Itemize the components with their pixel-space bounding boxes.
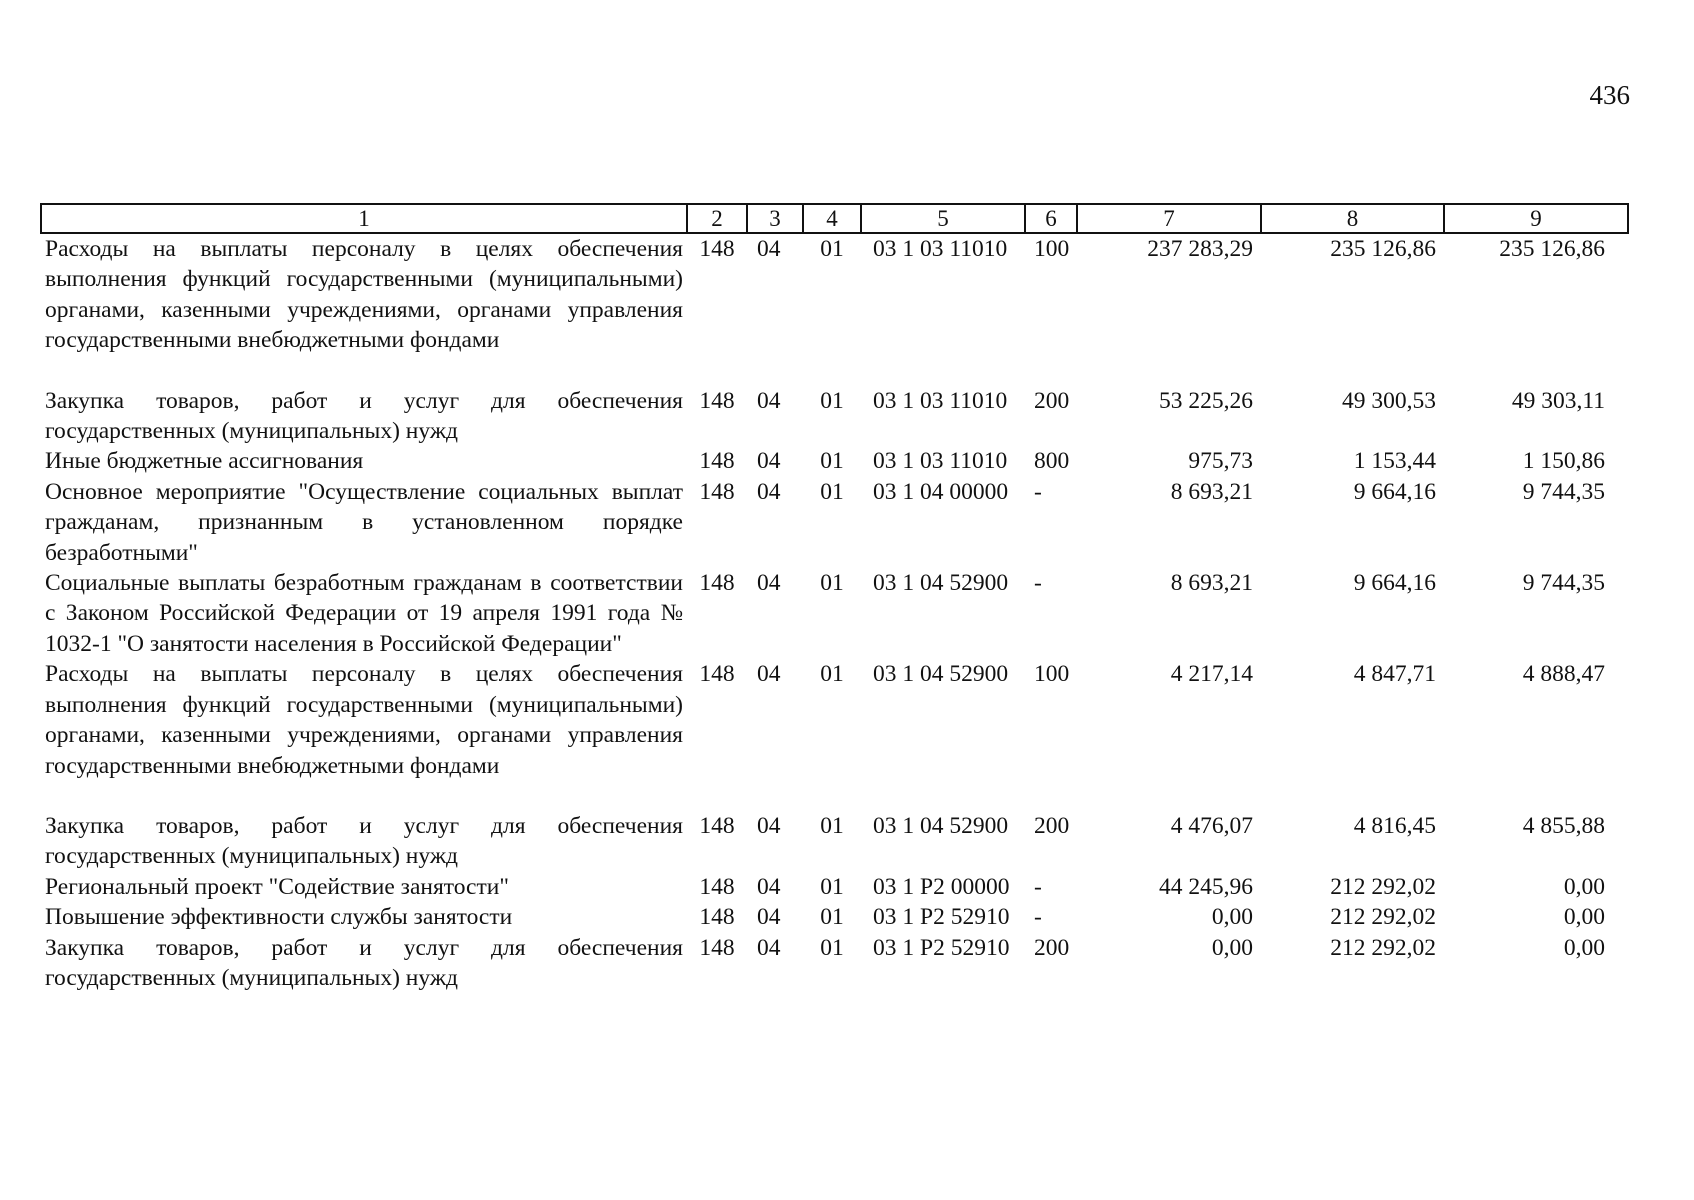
column-header-4: 4 [803, 204, 861, 233]
table-body [41, 233, 1628, 993]
row-subsection-code: 01 [820, 661, 844, 688]
row-amount-col8: 49 300,53 [1342, 387, 1436, 414]
row-amount-col8: 235 126,86 [1330, 236, 1436, 262]
row-subsection-code: 01 [820, 934, 844, 961]
row-amount-col9: 49 303,11 [1511, 387, 1605, 414]
column-header-9: 9 [1444, 204, 1628, 233]
row-description: Социальные выплаты безработным гражданам в соответствии с Законом Российской Федерации от 19 апреля 1991 года № 1032-1 "О занятости населения в Российской Федерации" [45, 570, 683, 657]
row-target-article: 03 1 P2 52910 [873, 904, 1010, 931]
row-subsection-code: 01 [820, 478, 844, 505]
column-header-1: 1 [41, 204, 687, 233]
row-expense-kind: 200 [1034, 812, 1070, 839]
column-header-8: 8 [1261, 204, 1444, 233]
column-header-3: 3 [747, 204, 803, 233]
row-amount-col7: 4 476,07 [1170, 812, 1253, 839]
column-header-5: 5 [861, 204, 1025, 233]
row-expense-kind: - [1034, 904, 1042, 931]
row-target-article: 03 1 04 52900 [873, 570, 1009, 597]
row-amount-col9: 0,00 [1563, 873, 1605, 900]
row-target-article: 03 1 P2 00000 [873, 873, 1010, 900]
row-amount-col8: 1 153,44 [1353, 448, 1436, 475]
row-ministry-code: 148 [699, 934, 735, 961]
row-amount-col7: 8 693,21 [1170, 478, 1253, 505]
row-amount-col9: 4 888,47 [1522, 661, 1605, 688]
budget-table [40, 203, 1629, 993]
row-amount-col9: 0,00 [1563, 934, 1605, 961]
row-subsection-code: 01 [820, 904, 844, 931]
row-expense-kind: - [1034, 478, 1042, 505]
row-description: Повышение эффективности службы занятости [45, 904, 513, 931]
row-subsection-code: 01 [820, 812, 844, 839]
row-subsection-code: 01 [820, 236, 844, 262]
blank-cell [41, 356, 1628, 386]
row-expense-kind: - [1034, 570, 1042, 597]
row-amount-col8: 212 292,02 [1330, 934, 1436, 961]
row-ministry-code: 148 [699, 387, 735, 414]
row-amount-col8: 4 847,71 [1353, 661, 1436, 688]
row-amount-col7: 0,00 [1211, 904, 1253, 931]
table-row [41, 811, 1628, 872]
row-amount-col9: 4 855,88 [1522, 812, 1605, 839]
row-description: Иные бюджетные ассигнования [45, 448, 364, 475]
row-expense-kind: 200 [1034, 934, 1070, 961]
table-row [41, 233, 1628, 356]
row-ministry-code: 148 [699, 661, 735, 688]
blank-line [41, 356, 1628, 386]
column-header-6: 6 [1025, 204, 1077, 233]
column-header-7: 7 [1077, 204, 1261, 233]
row-ministry-code: 148 [699, 570, 735, 597]
row-amount-col7: 0,00 [1211, 934, 1253, 961]
row-ministry-code: 148 [699, 904, 735, 931]
row-target-article: 03 1 04 52900 [873, 812, 1009, 839]
row-description: Расходы на выплаты персоналу в целях обеспечения выполнения функций государственными (муниципальными) органами, казенными учреждениями, органами управления государственными внебюджетными фондами [45, 661, 683, 779]
row-amount-col9: 0,00 [1563, 904, 1605, 931]
row-section-code: 04 [757, 478, 781, 505]
row-description: Закупка товаров, работ и услуг для обеспечения государственных (муниципальных) нужд [45, 812, 683, 870]
row-section-code: 04 [757, 448, 781, 475]
row-ministry-code: 148 [699, 236, 735, 262]
row-amount-col9: 235 126,86 [1499, 236, 1605, 262]
table-row [41, 659, 1628, 781]
row-amount-col8: 9 664,16 [1353, 570, 1436, 597]
row-amount-col7: 53 225,26 [1159, 387, 1253, 414]
table-row [41, 872, 1628, 902]
row-amount-col7: 44 245,96 [1159, 873, 1253, 900]
row-target-article: 03 1 03 11010 [873, 448, 1008, 475]
row-target-article: 03 1 04 52900 [873, 661, 1009, 688]
row-amount-col7: 975,73 [1188, 448, 1253, 475]
row-subsection-code: 01 [820, 873, 844, 900]
row-expense-kind: 100 [1034, 236, 1070, 262]
blank-line [41, 781, 1628, 811]
row-amount-col9: 9 744,35 [1522, 478, 1605, 505]
budget-table-wrapper [40, 203, 1627, 993]
row-amount-col9: 1 150,86 [1522, 448, 1605, 475]
row-expense-kind: 100 [1034, 661, 1070, 688]
row-ministry-code: 148 [699, 812, 735, 839]
row-amount-col7: 237 283,29 [1147, 236, 1253, 262]
table-row [41, 933, 1628, 994]
row-amount-col8: 4 816,45 [1353, 812, 1436, 839]
row-description: Региональный проект "Содействие занятости" [45, 873, 509, 900]
row-section-code: 04 [757, 387, 781, 414]
row-expense-kind: 200 [1034, 387, 1070, 414]
row-section-code: 04 [757, 873, 781, 900]
row-section-code: 04 [757, 934, 781, 961]
row-subsection-code: 01 [820, 448, 844, 475]
row-subsection-code: 01 [820, 570, 844, 597]
row-target-article: 03 1 03 11010 [873, 236, 1008, 262]
row-amount-col8: 212 292,02 [1330, 873, 1436, 900]
row-expense-kind: - [1034, 873, 1042, 900]
row-ministry-code: 148 [699, 448, 735, 475]
row-subsection-code: 01 [820, 387, 844, 414]
table-row [41, 477, 1628, 568]
table-row [41, 446, 1628, 476]
row-amount-col9: 9 744,35 [1522, 570, 1605, 597]
row-section-code: 04 [757, 570, 781, 597]
row-section-code: 04 [757, 236, 781, 262]
row-description: Расходы на выплаты персоналу в целях обеспечения выполнения функций государственными (муниципальными) органами, казенными учреждениями, органами управления государственными внебюджетными фондами [45, 236, 683, 354]
table-header [41, 204, 1628, 233]
row-amount-col7: 4 217,14 [1170, 661, 1253, 688]
row-target-article: 03 1 04 00000 [873, 478, 1009, 505]
column-header-2: 2 [687, 204, 747, 233]
row-description: Основное мероприятие "Осуществление социальных выплат гражданам, признанным в установленном порядке безработными" [45, 478, 683, 566]
column-number-row [41, 204, 1628, 233]
blank-cell [41, 781, 1628, 811]
row-amount-col8: 9 664,16 [1353, 478, 1436, 505]
row-amount-col7: 8 693,21 [1170, 570, 1253, 597]
row-ministry-code: 148 [699, 478, 735, 505]
row-section-code: 04 [757, 661, 781, 688]
table-row [41, 568, 1628, 659]
row-ministry-code: 148 [699, 873, 735, 900]
row-target-article: 03 1 P2 52910 [873, 934, 1010, 961]
row-section-code: 04 [757, 904, 781, 931]
row-target-article: 03 1 03 11010 [873, 387, 1008, 414]
table-row [41, 902, 1628, 932]
table-row [41, 386, 1628, 447]
row-description: Закупка товаров, работ и услуг для обеспечения государственных (муниципальных) нужд [45, 934, 683, 991]
row-description: Закупка товаров, работ и услуг для обеспечения государственных (муниципальных) нужд [45, 387, 683, 445]
row-expense-kind: 800 [1034, 448, 1070, 475]
row-amount-col8: 212 292,02 [1330, 904, 1436, 931]
page-number: 436 [1589, 80, 1630, 110]
row-section-code: 04 [757, 812, 781, 839]
